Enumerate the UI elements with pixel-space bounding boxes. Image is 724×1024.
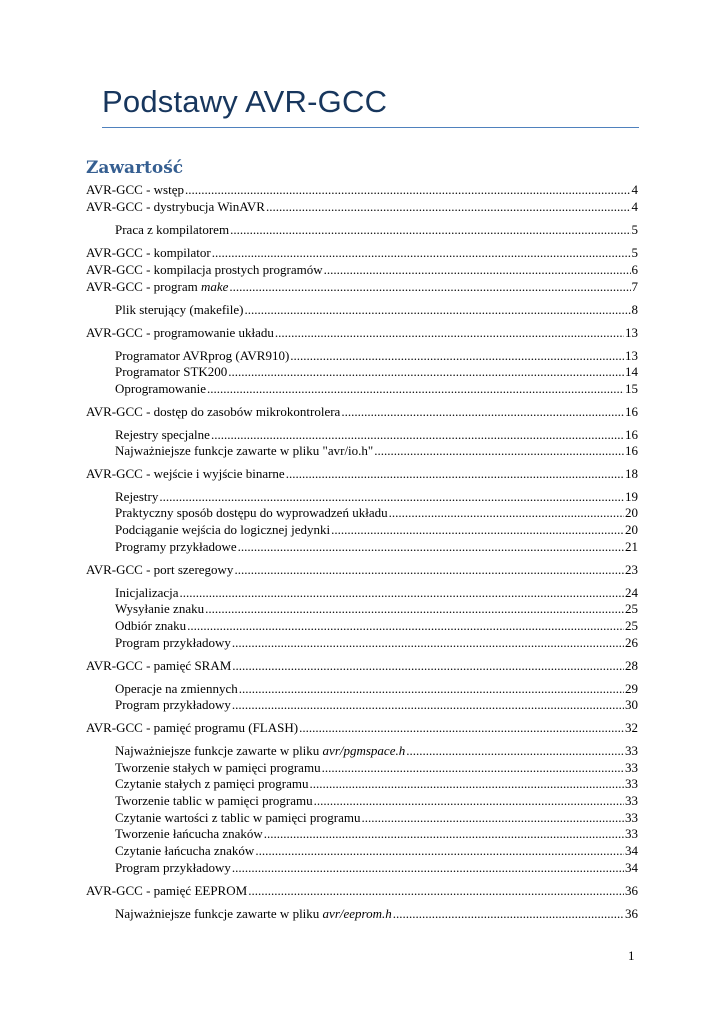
toc-subentry[interactable] [115, 601, 638, 617]
toc-dot-leader [239, 681, 624, 697]
toc-page-number: 18 [625, 466, 638, 481]
toc-page-number: 28 [625, 658, 638, 673]
toc-subentry[interactable] [115, 681, 638, 697]
toc-heading: Zawartość [86, 158, 184, 178]
toc-dot-leader [322, 760, 624, 776]
toc-entry-label-text: Najważniejsze funkcje zawarte w pliku [115, 906, 323, 921]
toc-page-number: 19 [625, 489, 638, 504]
toc-page-number: 21 [625, 539, 638, 554]
toc-entry-label [86, 466, 285, 482]
toc-entry[interactable] [86, 245, 638, 261]
toc-dot-leader [207, 381, 624, 397]
toc-entry-label-text: Plik sterujący (makefile) [115, 302, 244, 317]
toc-entry-label-text: Programator STK200 [115, 364, 228, 379]
toc-dot-leader [255, 843, 624, 859]
toc-entry-label [115, 760, 321, 776]
toc-entry-label [115, 843, 254, 859]
toc-subentry[interactable] [115, 364, 638, 380]
toc-page-number: 20 [625, 522, 638, 537]
toc-entry-label [86, 182, 184, 198]
toc-dot-leader [406, 743, 624, 759]
toc-entry-label [115, 776, 308, 792]
toc-subentry[interactable] [115, 381, 638, 397]
toc-page-number: 25 [625, 601, 638, 616]
toc-dot-leader [314, 793, 624, 809]
toc-entry-label-text: AVR-GCC - program [86, 279, 201, 294]
toc-entry-label [115, 860, 231, 876]
toc-dot-leader [361, 810, 624, 826]
toc-entry-label-text: AVR-GCC - kompilator [86, 245, 211, 260]
toc-entry[interactable] [86, 404, 638, 420]
toc-entry-label [115, 826, 263, 842]
toc-entry-label-text: Rejestry specjalne [115, 427, 210, 442]
toc-subentry[interactable] [115, 348, 638, 364]
toc-entry-label-text: AVR-GCC - wstęp [86, 182, 184, 197]
toc-page-number: 32 [625, 720, 638, 735]
toc-subentry[interactable] [115, 489, 638, 505]
toc-entry-label [115, 427, 210, 443]
page-number: 1 [628, 948, 635, 963]
toc-entry-label [115, 381, 206, 397]
toc-dot-leader [245, 302, 631, 318]
toc-entry-label-text: AVR-GCC - wejście i wyjście binarne [86, 466, 285, 481]
toc-entry-label-text: AVR-GCC - pamięć SRAM [86, 658, 232, 673]
toc-page-number: 34 [625, 860, 638, 875]
toc-page-number: 33 [625, 776, 638, 791]
toc-entry-label [115, 793, 313, 809]
toc-page-number: 13 [625, 325, 638, 340]
toc-dot-leader [264, 826, 624, 842]
toc-entry[interactable] [86, 182, 638, 198]
toc-entry-label [86, 245, 211, 261]
toc-dot-leader [248, 883, 624, 899]
toc-page-number: 16 [625, 404, 638, 419]
toc-dot-leader [290, 348, 624, 364]
toc-entry-label-text: Rejestry [115, 489, 159, 504]
toc-entry-label [86, 404, 340, 420]
toc-entry-label-text: Inicjalizacja [115, 585, 179, 600]
title-underline [102, 127, 639, 128]
toc-entry-label [115, 743, 405, 759]
toc-entry[interactable] [86, 883, 638, 899]
toc-dot-leader [228, 364, 624, 380]
toc-entry-label [115, 489, 158, 505]
toc-entry-label [115, 348, 289, 364]
toc-page-number: 33 [625, 810, 638, 825]
toc-entry-label [86, 262, 323, 278]
toc-dot-leader [230, 222, 630, 238]
toc-entry-label [86, 720, 298, 736]
toc-entry-label-text: AVR-GCC - dostęp do zasobów mikrokontrolera [86, 404, 341, 419]
toc-entry[interactable] [86, 562, 638, 578]
toc-entry-label-text: Czytanie stałych z pamięci programu [115, 776, 309, 791]
toc-entry-label-text: AVR-GCC - programowanie układu [86, 325, 274, 340]
toc-entry-label-text: Programy przykładowe [115, 539, 237, 554]
toc-page-number: 29 [625, 681, 638, 696]
toc-subentry[interactable] [115, 539, 638, 555]
toc-entry-label [115, 618, 186, 634]
toc-subentry[interactable] [115, 443, 638, 459]
toc-entry-label-text: Najważniejsze funkcje zawarte w pliku "avr/io.h" [115, 443, 374, 458]
toc-dot-leader [185, 182, 631, 198]
toc-subentry[interactable] [115, 906, 638, 922]
toc-entry-label [86, 199, 265, 215]
toc-dot-leader [180, 585, 624, 601]
toc-subentry[interactable] [115, 522, 638, 538]
toc-dot-leader [229, 279, 630, 295]
toc-dot-leader [374, 443, 624, 459]
toc-dot-leader [232, 635, 624, 651]
toc-entry-label [115, 539, 237, 555]
toc-entry-label [115, 601, 204, 617]
toc-page-number: 4 [631, 182, 638, 197]
toc-entry-label-text: AVR-GCC - pamięć programu (FLASH) [86, 720, 299, 735]
toc-entry-label-text: Praca z kompilatorem [115, 222, 230, 237]
toc-entry-label [86, 562, 233, 578]
toc-entry-label-text: Tworzenie łańcucha znaków [115, 826, 263, 841]
toc-page-number: 16 [625, 427, 638, 442]
toc-entry-label-text: AVR-GCC - kompilacja prostych programów [86, 262, 323, 277]
toc-dot-leader [341, 404, 624, 420]
toc-entry-label-text: Tworzenie tablic w pamięci programu [115, 793, 313, 808]
toc-page-number: 33 [625, 793, 638, 808]
toc-entry-label [115, 906, 392, 922]
toc-dot-leader [211, 427, 624, 443]
toc-page-number: 7 [631, 279, 638, 294]
toc-entry-label-text: Tworzenie stałych w pamięci programu [115, 760, 321, 775]
toc-dot-leader [232, 697, 624, 713]
toc-subentry[interactable] [115, 302, 638, 318]
toc-entry-label [115, 635, 231, 651]
toc-page-number: 34 [625, 843, 638, 858]
toc-page-number: 33 [625, 826, 638, 841]
toc-subentry[interactable] [115, 860, 638, 876]
toc-dot-leader [389, 505, 624, 521]
toc-dot-leader [234, 562, 624, 578]
toc-entry-label [115, 585, 179, 601]
toc-entry[interactable] [86, 199, 638, 215]
toc-entry-label [115, 505, 388, 521]
toc-entry-label-italic: avr/eeprom.h [322, 906, 392, 921]
toc-page-number: 15 [625, 381, 638, 396]
toc-subentry[interactable] [115, 585, 638, 601]
toc-subentry[interactable] [115, 793, 638, 809]
toc-subentry[interactable] [115, 810, 638, 826]
toc-entry-label [115, 222, 229, 238]
toc-entry-label-text: Odbiór znaku [115, 618, 187, 633]
toc-entry-label [115, 810, 360, 826]
toc-subentry[interactable] [115, 427, 638, 443]
toc-entry-label [86, 658, 231, 674]
toc-subentry[interactable] [115, 826, 638, 842]
toc-subentry[interactable] [115, 618, 638, 634]
toc-entry-label-italic: make [200, 279, 229, 294]
toc-dot-leader [205, 601, 624, 617]
toc-dot-leader [266, 199, 631, 215]
toc-entry[interactable] [86, 720, 638, 736]
toc-page-number: 23 [625, 562, 638, 577]
toc-entry-label [86, 883, 247, 899]
toc-entry-label-text: Czytanie łańcucha znaków [115, 843, 255, 858]
toc-page-number: 33 [625, 760, 638, 775]
document-title: Podstawy AVR-GCC [102, 84, 388, 119]
toc-dot-leader [324, 262, 631, 278]
toc-page-number: 14 [625, 364, 638, 379]
toc-dot-leader [393, 906, 624, 922]
toc-entry-label-text: Programator AVRprog (AVR910) [115, 348, 290, 363]
toc-entry[interactable] [86, 658, 638, 674]
toc-entry-label-text: Wysyłanie znaku [115, 601, 205, 616]
toc-entry-label [115, 681, 238, 697]
toc-subentry[interactable] [115, 222, 638, 238]
toc-entry-label-text: Program przykładowy [115, 697, 231, 712]
toc-dot-leader [275, 325, 624, 341]
toc-dot-leader [232, 860, 624, 876]
toc-entry-label [115, 522, 330, 538]
toc-entry-label-text: AVR-GCC - port szeregowy [86, 562, 234, 577]
toc-entry-label-text: Operacje na zmiennych [115, 681, 238, 696]
toc-page-number: 16 [625, 443, 638, 458]
toc-subentry[interactable] [115, 505, 638, 521]
toc-subentry[interactable] [115, 635, 638, 651]
toc-entry-label [86, 325, 274, 341]
toc-page-number: 24 [625, 585, 638, 600]
toc-entry[interactable] [86, 325, 638, 341]
toc-page-number: 30 [625, 697, 638, 712]
toc-page-number: 26 [625, 635, 638, 650]
toc-entry-label-text: Program przykładowy [115, 635, 231, 650]
toc-dot-leader [238, 539, 624, 555]
toc-entry-label-text: Praktyczny sposób dostępu do wyprowadzeń układu [115, 505, 388, 520]
toc-page-number: 36 [625, 906, 638, 921]
toc-entry-label-italic: avr/pgmspace.h [322, 743, 406, 758]
toc-dot-leader [299, 720, 624, 736]
toc-page-number: 8 [631, 302, 638, 317]
toc-subentry[interactable] [115, 743, 638, 759]
toc-page-number: 4 [631, 199, 638, 214]
toc-entry-label [115, 697, 231, 713]
toc-entry-label-text: AVR-GCC - pamięć EEPROM [86, 883, 248, 898]
toc-entry[interactable] [86, 466, 638, 482]
toc-page-number: 13 [625, 348, 638, 363]
toc-entry-label [115, 364, 227, 380]
toc-subentry[interactable] [115, 843, 638, 859]
toc-subentry[interactable] [115, 697, 638, 713]
toc-page-number: 5 [631, 245, 638, 260]
toc-entry-label-text: AVR-GCC - dystrybucja WinAVR [86, 199, 265, 214]
toc-dot-leader [159, 489, 624, 505]
toc-entry-label-text: Czytanie wartości z tablic w pamięci programu [115, 810, 361, 825]
toc-dot-leader [232, 658, 624, 674]
toc-entry-label-text: Oprogramowanie [115, 381, 206, 396]
toc-page-number: 36 [625, 883, 638, 898]
toc-subentry[interactable] [115, 760, 638, 776]
toc-page-number: 5 [631, 222, 638, 237]
toc-page-number: 25 [625, 618, 638, 633]
toc-dot-leader [309, 776, 624, 792]
toc-entry-label-text: Podciąganie wejścia do logicznej jedynki [115, 522, 331, 537]
toc-entry-label-text: Najważniejsze funkcje zawarte w pliku [115, 743, 323, 758]
toc-entry-label [115, 443, 373, 459]
toc-dot-leader [187, 618, 624, 634]
toc-entry[interactable] [86, 262, 638, 278]
toc-dot-leader [212, 245, 631, 261]
toc-entry[interactable] [86, 279, 638, 295]
toc-page-number: 33 [625, 743, 638, 758]
toc-dot-leader [286, 466, 624, 482]
toc-page-number: 20 [625, 505, 638, 520]
toc-dot-leader [331, 522, 624, 538]
toc-page-number: 6 [631, 262, 638, 277]
toc-entry-label [86, 279, 228, 295]
toc-subentry[interactable] [115, 776, 638, 792]
toc-entry-label [115, 302, 244, 318]
toc-entry-label-text: Program przykładowy [115, 860, 231, 875]
